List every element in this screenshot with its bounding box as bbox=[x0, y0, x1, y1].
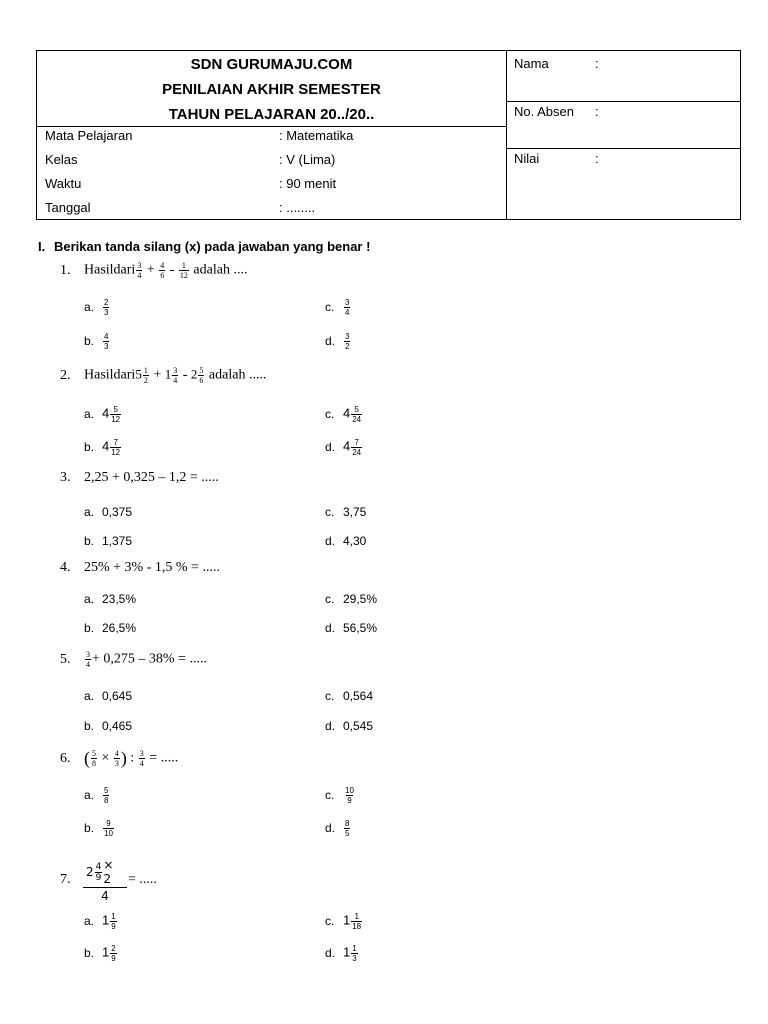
question-number: 6. bbox=[60, 750, 71, 766]
score-label: Nilai bbox=[514, 151, 540, 166]
question-2: 2. Hasildari5 $\frac{1}{2}$ + 1 $\frac{3}{4}$ - 2 $\frac{5}{6}$ adalah ..... bbox=[60, 366, 267, 385]
option-a[interactable]: a. 23,5% bbox=[84, 592, 137, 606]
info-value: : ........ bbox=[279, 200, 316, 215]
option-b[interactable]: b. 26,5% bbox=[84, 621, 137, 635]
question-5 bbox=[60, 650, 207, 669]
name-colon: : bbox=[595, 56, 599, 71]
option-d[interactable]: d. 4,30 bbox=[325, 534, 367, 548]
option-b[interactable]: b. 1 $\frac{2}{9}$ bbox=[84, 944, 116, 963]
question-number: 1. bbox=[60, 262, 71, 278]
section-instruction: Berikan tanda silang (x) pada jawaban yang benar ! bbox=[54, 239, 371, 254]
option-c[interactable]: c. 1 $\frac{1}{18}$ bbox=[325, 912, 362, 931]
question-prefix: Hasildari bbox=[84, 367, 136, 383]
question-suffix: = ..... bbox=[149, 750, 179, 766]
question-suffix: adalah .... bbox=[193, 262, 248, 278]
fraction: $\frac{5}{6}$ bbox=[199, 366, 204, 385]
option-c[interactable]: c. 4 $\frac{5}{24}$ bbox=[325, 405, 362, 424]
question-number: 4. bbox=[60, 560, 71, 575]
header-divider-right-1 bbox=[506, 101, 740, 102]
option-b[interactable]: b. $\frac{4}{3}$ bbox=[84, 332, 109, 351]
question-suffix: = ..... bbox=[128, 872, 157, 887]
fraction: $\frac{1}{2}$ bbox=[143, 366, 148, 385]
question-number: 7. bbox=[60, 872, 71, 887]
option-a[interactable]: a. 1 $\frac{1}{9}$ bbox=[84, 912, 116, 931]
info-label: Waktu bbox=[45, 176, 82, 191]
option-a[interactable]: a. 0,375 bbox=[84, 505, 133, 519]
name-label: Nama bbox=[514, 56, 549, 71]
question-suffix: adalah ..... bbox=[208, 367, 267, 383]
option-b[interactable]: b. 4 $\frac{7}{12}$ bbox=[84, 438, 121, 457]
absence-number-colon: : bbox=[595, 104, 599, 119]
absence-number-label: No. Absen bbox=[514, 104, 574, 119]
question-number: 2. bbox=[60, 367, 71, 383]
option-c[interactable]: c. $\frac{10}{9}$ bbox=[325, 786, 354, 805]
option-a[interactable]: a. $\frac{5}{8}$ bbox=[84, 786, 109, 805]
question-3 bbox=[60, 470, 219, 486]
question-4 bbox=[60, 560, 220, 576]
info-label: Mata Pelajaran bbox=[45, 128, 133, 143]
info-label: Kelas bbox=[45, 152, 78, 167]
fraction: $\frac{3}{4}$ bbox=[137, 261, 142, 280]
fraction: $\frac{3}{4}$ bbox=[173, 366, 178, 385]
school-name: SDN GURUMAJU.COM bbox=[190, 56, 353, 73]
academic-year: TAHUN PELAJARAN 20../20.. bbox=[168, 106, 375, 123]
option-d[interactable]: d. 1 $\frac{1}{3}$ bbox=[325, 944, 357, 963]
question-text: 2,25 + 0,325 – 1,2 = ..... bbox=[84, 470, 219, 485]
exam-title: PENILAIAN AKHIR SEMESTER bbox=[162, 81, 381, 98]
section-heading bbox=[38, 239, 370, 254]
score-colon: : bbox=[595, 151, 599, 166]
compound-fraction: 2 $\frac{4}{9}$ × 2 4 bbox=[83, 858, 127, 903]
option-b[interactable]: b. 1,375 bbox=[84, 534, 133, 548]
option-c[interactable]: c. 29,5% bbox=[325, 592, 378, 606]
option-c[interactable]: c. 3,75 bbox=[325, 505, 367, 519]
option-d[interactable]: d. 4 $\frac{7}{24}$ bbox=[325, 438, 362, 457]
question-prefix: Hasildari bbox=[84, 262, 136, 278]
fraction: $\frac{4}{3}$ bbox=[114, 749, 119, 768]
option-a[interactable]: a. 0,645 bbox=[84, 689, 133, 703]
fraction: $\frac{1}{12}$ bbox=[179, 261, 188, 280]
question-6: 6. ( $\frac{5}{8}$ × $\frac{4}{3}$ ) : $\frac{3}{4}$ = ..... bbox=[60, 748, 179, 768]
fraction: $\frac{5}{8}$ bbox=[92, 749, 96, 768]
option-d[interactable]: d. 0,545 bbox=[325, 719, 374, 733]
question-number: 3. bbox=[60, 470, 71, 485]
section-number: I. bbox=[38, 239, 46, 254]
fraction: $\frac{3}{4}$ bbox=[86, 650, 90, 669]
header-divider-left bbox=[37, 126, 506, 127]
header-divider-vertical bbox=[506, 51, 507, 219]
option-c[interactable]: c. 0,564 bbox=[325, 689, 374, 703]
question-1: 1. Hasildari $\frac{3}{4}$ + $\frac{4}{6}$ - $\frac{1}{12}$ adalah .... bbox=[60, 261, 248, 280]
info-value: : V (Lima) bbox=[279, 152, 336, 167]
header-divider-right-2 bbox=[506, 148, 740, 149]
header-box bbox=[36, 50, 741, 220]
info-label: Tanggal bbox=[45, 200, 91, 215]
info-value: : Matematika bbox=[279, 128, 354, 143]
question-text: 25% + 3% - 1,5 % = ..... bbox=[84, 560, 220, 575]
option-b[interactable]: b. 0,465 bbox=[84, 719, 133, 733]
option-d[interactable]: d. $\frac{3}{2}$ bbox=[325, 332, 350, 351]
option-a[interactable]: a. 4 $\frac{5}{12}$ bbox=[84, 405, 121, 424]
fraction: $\frac{4}{6}$ bbox=[160, 261, 165, 280]
option-a[interactable]: a. $\frac{2}{3}$ bbox=[84, 298, 109, 317]
fraction: $\frac{3}{4}$ bbox=[139, 749, 144, 768]
question-text: + 0,275 – 38% = ..... bbox=[92, 651, 207, 667]
option-b[interactable]: b. $\frac{9}{10}$ bbox=[84, 819, 113, 838]
question-number: 5. bbox=[60, 651, 71, 667]
option-d[interactable]: d. 56,5% bbox=[325, 621, 378, 635]
option-d[interactable]: d. $\frac{8}{5}$ bbox=[325, 819, 350, 838]
option-c[interactable]: c. $\frac{3}{4}$ bbox=[325, 298, 350, 317]
info-value: : 90 menit bbox=[279, 176, 337, 191]
